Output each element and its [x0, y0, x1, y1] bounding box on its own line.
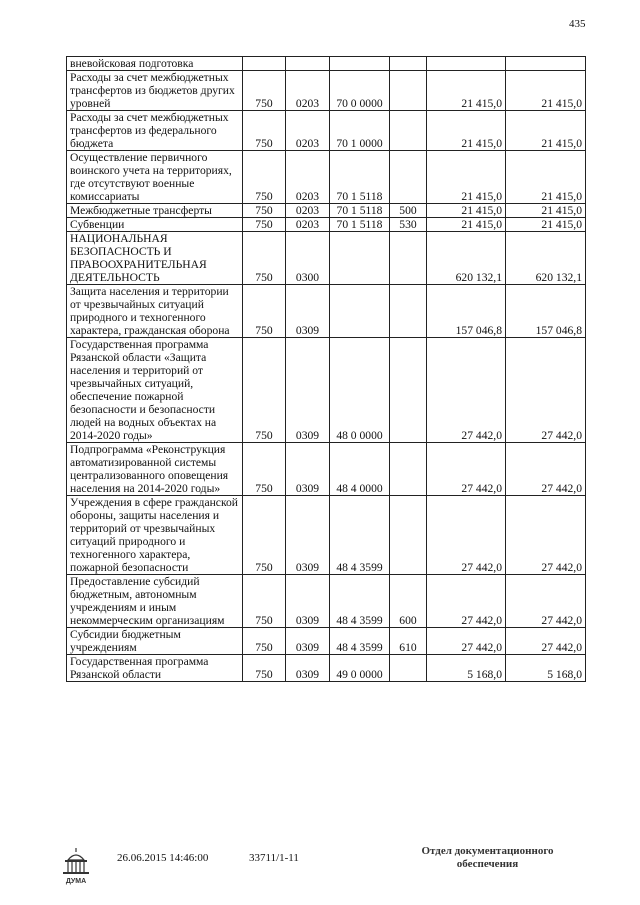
cell-target: 48 4 3599 [330, 496, 390, 575]
cell-target: 49 0 0000 [330, 655, 390, 682]
table-row [67, 218, 586, 232]
cell-admin: 750 [243, 218, 286, 232]
table-row [67, 443, 586, 496]
cell-target: 70 1 5118 [330, 151, 390, 204]
table-row [67, 232, 586, 285]
cell-section: 0203 [286, 218, 330, 232]
cell-section: 0309 [286, 655, 330, 682]
cell-target: 48 4 0000 [330, 443, 390, 496]
cell-type: 530 [390, 218, 427, 232]
row-name: Субсидии бюджетным учреждениям [67, 628, 243, 655]
cell-section: 0203 [286, 204, 330, 218]
cell-target [330, 285, 390, 338]
cell-sum-1: 157 046,8 [427, 285, 506, 338]
cell-target [330, 232, 390, 285]
cell-target [330, 57, 390, 71]
row-name: Государственная программа Рязанской области [67, 655, 243, 682]
cell-admin: 750 [243, 285, 286, 338]
cell-admin: 750 [243, 628, 286, 655]
cell-admin: 750 [243, 443, 286, 496]
row-name: вневойсковая подготовка [67, 57, 243, 71]
cell-section: 0309 [286, 338, 330, 443]
cell-type [390, 111, 427, 151]
cell-sum-2: 27 442,0 [506, 443, 586, 496]
cell-sum-2: 21 415,0 [506, 218, 586, 232]
cell-type: 500 [390, 204, 427, 218]
cell-section: 0309 [286, 496, 330, 575]
cell-sum-2: 27 442,0 [506, 338, 586, 443]
cell-sum-2 [506, 57, 586, 71]
row-name: Предоставление субсидий бюджетным, автономным учреждениям и иным некоммерческим организациям [67, 575, 243, 628]
cell-sum-2: 21 415,0 [506, 111, 586, 151]
cell-sum-2: 27 442,0 [506, 575, 586, 628]
cell-target: 48 4 3599 [330, 628, 390, 655]
cell-type: 610 [390, 628, 427, 655]
cell-type [390, 285, 427, 338]
table-row [67, 655, 586, 682]
cell-type [390, 443, 427, 496]
cell-type [390, 232, 427, 285]
cell-admin: 750 [243, 111, 286, 151]
cell-target: 70 0 0000 [330, 71, 390, 111]
row-name: Защита населения и территории от чрезвычайных ситуаций природного и техногенного характера, гражданская оборона [67, 285, 243, 338]
cell-admin: 750 [243, 496, 286, 575]
cell-sum-1: 27 442,0 [427, 443, 506, 496]
cell-type [390, 338, 427, 443]
cell-admin: 750 [243, 655, 286, 682]
cell-sum-1: 5 168,0 [427, 655, 506, 682]
cell-sum-1: 21 415,0 [427, 151, 506, 204]
cell-admin: 750 [243, 71, 286, 111]
cell-type [390, 151, 427, 204]
table-row [67, 71, 586, 111]
cell-sum-2: 21 415,0 [506, 151, 586, 204]
cell-admin: 750 [243, 204, 286, 218]
cell-sum-1: 21 415,0 [427, 71, 506, 111]
cell-type [390, 57, 427, 71]
row-name: Учреждения в сфере гражданской обороны, защиты населения и территорий от чрезвычайных ситуаций природного и техногенного характера, пожарной безопасности [67, 496, 243, 575]
row-name: Осуществление первичного воинского учета на территориях, где отсутствуют военные комиссариаты [67, 151, 243, 204]
cell-target: 48 0 0000 [330, 338, 390, 443]
row-name: Расходы за счет межбюджетных трансфертов из федерального бюджета [67, 111, 243, 151]
cell-sum-2: 620 132,1 [506, 232, 586, 285]
row-name: Государственная программа Рязанской области «Защита населения и территорий от чрезвычайных ситуаций, обеспечение пожарной безопасности и безопасности людей на водных объектах на 2014-2020 годы» [67, 338, 243, 443]
cell-sum-1 [427, 57, 506, 71]
cell-sum-1: 21 415,0 [427, 111, 506, 151]
cell-section: 0309 [286, 628, 330, 655]
cell-section: 0300 [286, 232, 330, 285]
cell-sum-1: 27 442,0 [427, 628, 506, 655]
table-row [67, 57, 586, 71]
cell-section: 0203 [286, 111, 330, 151]
budget-table [66, 56, 586, 682]
cell-sum-2: 21 415,0 [506, 204, 586, 218]
table-row [67, 496, 586, 575]
document-code: 33711/1-11 [249, 852, 299, 864]
cell-section [286, 57, 330, 71]
page-number: 435 [569, 18, 586, 30]
stamp-line-1: Отдел документационного [421, 845, 554, 857]
table-row [67, 575, 586, 628]
cell-type [390, 71, 427, 111]
row-name: Подпрограмма «Реконструкция автоматизированной системы централизованного оповещения населения на 2014-2020 годы» [67, 443, 243, 496]
row-name: Расходы за счет межбюджетных трансфертов из бюджетов других уровней [67, 71, 243, 111]
table-row [67, 111, 586, 151]
cell-target: 70 1 5118 [330, 204, 390, 218]
cell-sum-1: 21 415,0 [427, 204, 506, 218]
row-name: Межбюджетные трансферты [67, 204, 243, 218]
cell-sum-2: 21 415,0 [506, 71, 586, 111]
row-name: НАЦИОНАЛЬНАЯ БЕЗОПАСНОСТЬ И ПРАВООХРАНИТЕЛЬНАЯ ДЕЯТЕЛЬНОСТЬ [67, 232, 243, 285]
duma-logo-icon [58, 846, 94, 886]
cell-section: 0203 [286, 71, 330, 111]
cell-sum-1: 620 132,1 [427, 232, 506, 285]
cell-sum-1: 21 415,0 [427, 218, 506, 232]
cell-admin: 750 [243, 232, 286, 285]
cell-admin: 750 [243, 151, 286, 204]
cell-target: 48 4 3599 [330, 575, 390, 628]
print-datetime: 26.06.2015 14:46:00 [117, 852, 209, 864]
table-row [67, 628, 586, 655]
cell-sum-2: 27 442,0 [506, 496, 586, 575]
stamp-line-2: обеспечения [456, 858, 519, 870]
cell-type: 600 [390, 575, 427, 628]
row-name: Субвенции [67, 218, 243, 232]
cell-sum-1: 27 442,0 [427, 575, 506, 628]
table-row [67, 285, 586, 338]
department-stamp [405, 845, 570, 871]
cell-section: 0309 [286, 285, 330, 338]
cell-sum-2: 5 168,0 [506, 655, 586, 682]
cell-section: 0309 [286, 575, 330, 628]
table-row [67, 151, 586, 204]
table-row [67, 338, 586, 443]
cell-sum-2: 157 046,8 [506, 285, 586, 338]
cell-target: 70 1 5118 [330, 218, 390, 232]
cell-admin: 750 [243, 338, 286, 443]
cell-admin: 750 [243, 575, 286, 628]
cell-section: 0309 [286, 443, 330, 496]
cell-admin [243, 57, 286, 71]
table-row [67, 204, 586, 218]
cell-sum-1: 27 442,0 [427, 338, 506, 443]
cell-sum-2: 27 442,0 [506, 628, 586, 655]
cell-type [390, 655, 427, 682]
cell-type [390, 496, 427, 575]
cell-target: 70 1 0000 [330, 111, 390, 151]
cell-section: 0203 [286, 151, 330, 204]
cell-sum-1: 27 442,0 [427, 496, 506, 575]
svg-text:ДУМА: ДУМА [65, 878, 87, 885]
